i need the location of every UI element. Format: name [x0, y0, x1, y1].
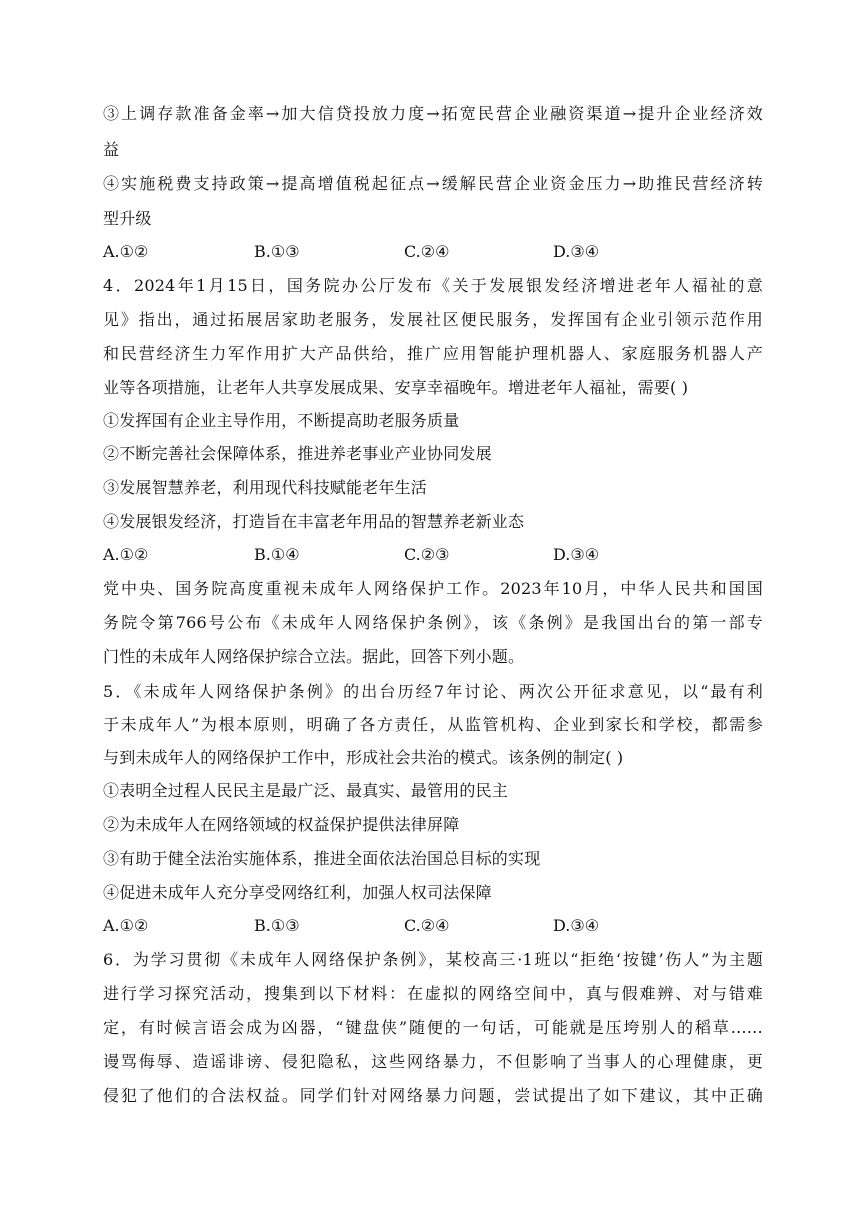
q5-option-d: D.③④ [553, 916, 600, 935]
q4-stem-line-4: 业等各项措施，让老年人共享发展成果、安享幸福晚年。增进老年人福祉，需要( ) [103, 378, 689, 397]
q6-stem-line-2: 进行学习探究活动，搜集到以下材料：在虚拟的网络空间中，真与假难辨、对与错难 [103, 984, 763, 1003]
q5-item-1: ①表明全过程人民民主是最广泛、最真实、最管用的民主 [103, 781, 509, 800]
q5-item-4: ④促进未成年人充分享受网络红利，加强人权司法保障 [103, 883, 492, 902]
q4-item-4: ④发展银发经济，打造旨在丰富老年用品的智慧养老新业态 [103, 512, 525, 531]
q5-item-2: ②为未成年人在网络领域的权益保护提供法律屏障 [103, 815, 460, 834]
q6-stem-line-4: 谩骂侮辱、造谣诽谤、侵犯隐私，这些网络暴力，不但影响了当事人的心理健康，更 [103, 1052, 763, 1071]
q4-stem-line-3: 和民营经济生力军作用扩大产品供给，推广应用智能护理机器人、家庭服务机器人产 [103, 344, 763, 363]
q3-option-d: D.③④ [553, 242, 600, 261]
q4-item-1: ①发挥国有企业主导作用，不断提高助老服务质量 [103, 411, 460, 430]
passage-line-3: 门性的未成年人网络保护综合立法。据此，回答下列小题。 [103, 647, 525, 666]
q4-stem-line-2: 见》指出，通过拓展居家助老服务，发展社区便民服务，发挥国有企业引领示范作用 [103, 310, 763, 329]
q4-item-2: ②不断完善社会保障体系，推进养老事业产业协同发展 [103, 444, 492, 463]
q5-stem-line-2: 于未成年人”为根本原则，明确了各方责任，从监管机构、企业到家长和学校，都需参 [103, 715, 763, 734]
q4-option-d: D.③④ [553, 545, 600, 564]
q3-item-3-cont: 益 [103, 140, 120, 159]
q3-item-4-cont: 型升级 [103, 209, 152, 228]
q4-item-3: ③发展智慧养老，利用现代科技赋能老年生活 [103, 478, 428, 497]
q6-stem-line-3: 定，有时候言语会成为凶器，“键盘侠”随便的一句话，可能就是压垮别人的稻草…… [103, 1018, 763, 1037]
q5-option-a: A.①② [103, 916, 149, 935]
q5-option-c: C.②④ [404, 916, 450, 935]
q4-option-a: A.①② [103, 545, 149, 564]
q6-stem-line-5: 侵犯了他们的合法权益。同学们针对网络暴力问题，尝试提出了如下建议，其中正确 [103, 1086, 763, 1105]
q4-option-c: C.②③ [404, 545, 450, 564]
q5-item-3: ③有助于健全法治实施体系，推进全面依法治国总目标的实现 [103, 849, 541, 868]
q3-option-b: B.①③ [254, 242, 300, 261]
q5-option-b: B.①③ [254, 916, 300, 935]
q3-item-4: ④实施税费支持政策→提高增值税起征点→缓解民营企业资金压力→助推民营经济转 [103, 174, 763, 193]
q3-item-3: ③上调存款准备金率→加大信贷投放力度→拓宽民营企业融资渠道→提升企业经济效 [103, 104, 763, 123]
passage-line-2: 务院令第766号公布《未成年人网络保护条例》，该《条例》是我国出台的第一部专 [103, 613, 763, 632]
q3-option-a: A.①② [103, 242, 149, 261]
q3-option-c: C.②④ [404, 242, 450, 261]
q4-stem-line-1: 4．2024年1月15日，国务院办公厅发布《关于发展银发经济增进老年人福祉的意 [103, 276, 763, 295]
q6-stem-line-1: 6．为学习贯彻《未成年人网络保护条例》，某校高三·1班以“拒绝‘按键’伤人”为主题 [103, 950, 763, 969]
q5-stem-line-3: 与到未成年人的网络保护工作中，形成社会共治的模式。该条例的制定( ) [103, 748, 624, 767]
q5-stem-line-1: 5．《未成年人网络保护条例》的出台历经7年讨论、两次公开征求意见，以“最有利 [103, 682, 763, 701]
passage-line-1: 党中央、国务院高度重视未成年人网络保护工作。2023年10月，中华人民共和国国 [103, 579, 763, 598]
q4-option-b: B.①④ [254, 545, 300, 564]
